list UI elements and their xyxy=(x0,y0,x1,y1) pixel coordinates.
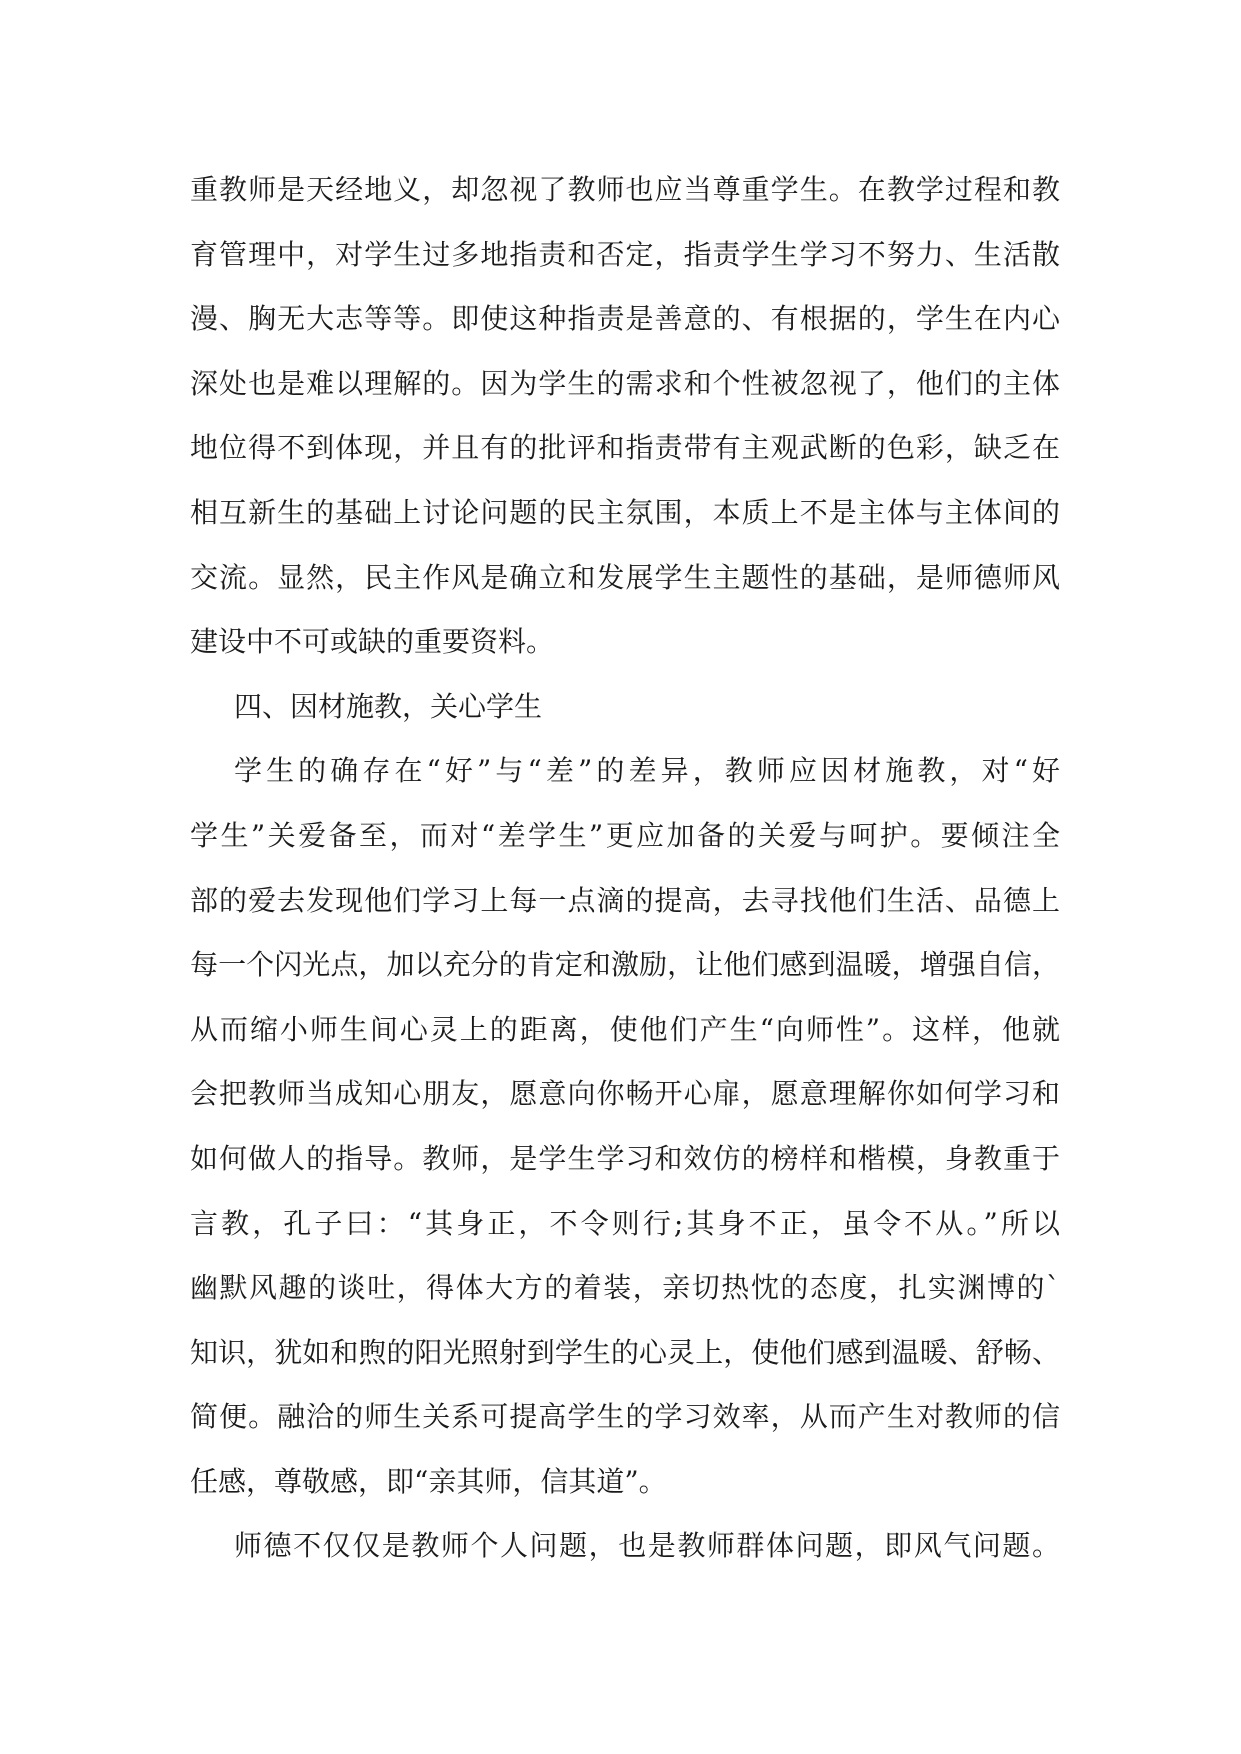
text-line: 学生”关爱备至，而对“差学生”更应加备的关爱与呵护。要倾注全 xyxy=(190,818,1060,852)
text-line: 交流。显然，民主作风是确立和发展学生主题性的基础，是师德师风 xyxy=(190,560,1060,594)
text-line: 每一个闪光点，加以充分的肯定和激励，让他们感到温暖，增强自信， xyxy=(190,948,1060,982)
body-text xyxy=(190,158,1060,1579)
text-line: 部的爱去发现他们学习上每一点滴的提高，去寻找他们生活、品德上 xyxy=(190,883,1060,917)
text-line: 如何做人的指导。教师，是学生学习和效仿的榜样和楷模，身教重于 xyxy=(190,1141,1060,1175)
text-line: 地位得不到体现，并且有的批评和指责带有主观武断的色彩，缺乏在 xyxy=(190,431,1060,465)
text-line: 知识，犹如和煦的阳光照射到学生的心灵上，使他们感到温暖、舒畅、 xyxy=(190,1335,1060,1369)
text-line: 育管理中，对学生过多地指责和否定，指责学生学习不努力、生活散 xyxy=(190,237,1060,271)
text-line: 相互新生的基础上讨论问题的民主氛围，本质上不是主体与主体间的 xyxy=(190,495,1060,529)
text-line: 深处也是难以理解的。因为学生的需求和个性被忽视了，他们的主体 xyxy=(190,366,1060,400)
text-line: 四、因材施教，关心学生 xyxy=(234,689,543,723)
text-line: 建设中不可或缺的重要资料。 xyxy=(190,625,555,659)
text-line: 从而缩小师生间心灵上的距离，使他们产生“向师性”。这样，他就 xyxy=(190,1012,1060,1046)
text-line: 重教师是天经地义，却忽视了教师也应当尊重学生。在教学过程和教 xyxy=(190,173,1060,206)
text-line: 言教，孔子曰：“其身正，不令则行;其身不正，虽令不从。”所以 xyxy=(190,1206,1060,1240)
text-line: 简便。融洽的师生关系可提高学生的学习效率，从而产生对教师的信 xyxy=(190,1400,1060,1434)
text-line: 学生的确存在“好”与“差”的差异，教师应因材施教，对“好 xyxy=(234,754,1060,788)
text-line: 师德不仅仅是教师个人问题，也是教师群体问题，即风气问题。 xyxy=(234,1529,1060,1563)
text-line: 会把教师当成知心朋友，愿意向你畅开心扉，愿意理解你如何学习和 xyxy=(190,1077,1060,1111)
text-line: 幽默风趣的谈吐，得体大方的着装，亲切热忱的态度，扎实渊博的` xyxy=(190,1271,1060,1305)
text-line: 任感，尊敬感，即“亲其师，信其道”。 xyxy=(190,1464,667,1498)
text-line: 漫、胸无大志等等。即使这种指责是善意的、有根据的，学生在内心 xyxy=(190,302,1060,336)
